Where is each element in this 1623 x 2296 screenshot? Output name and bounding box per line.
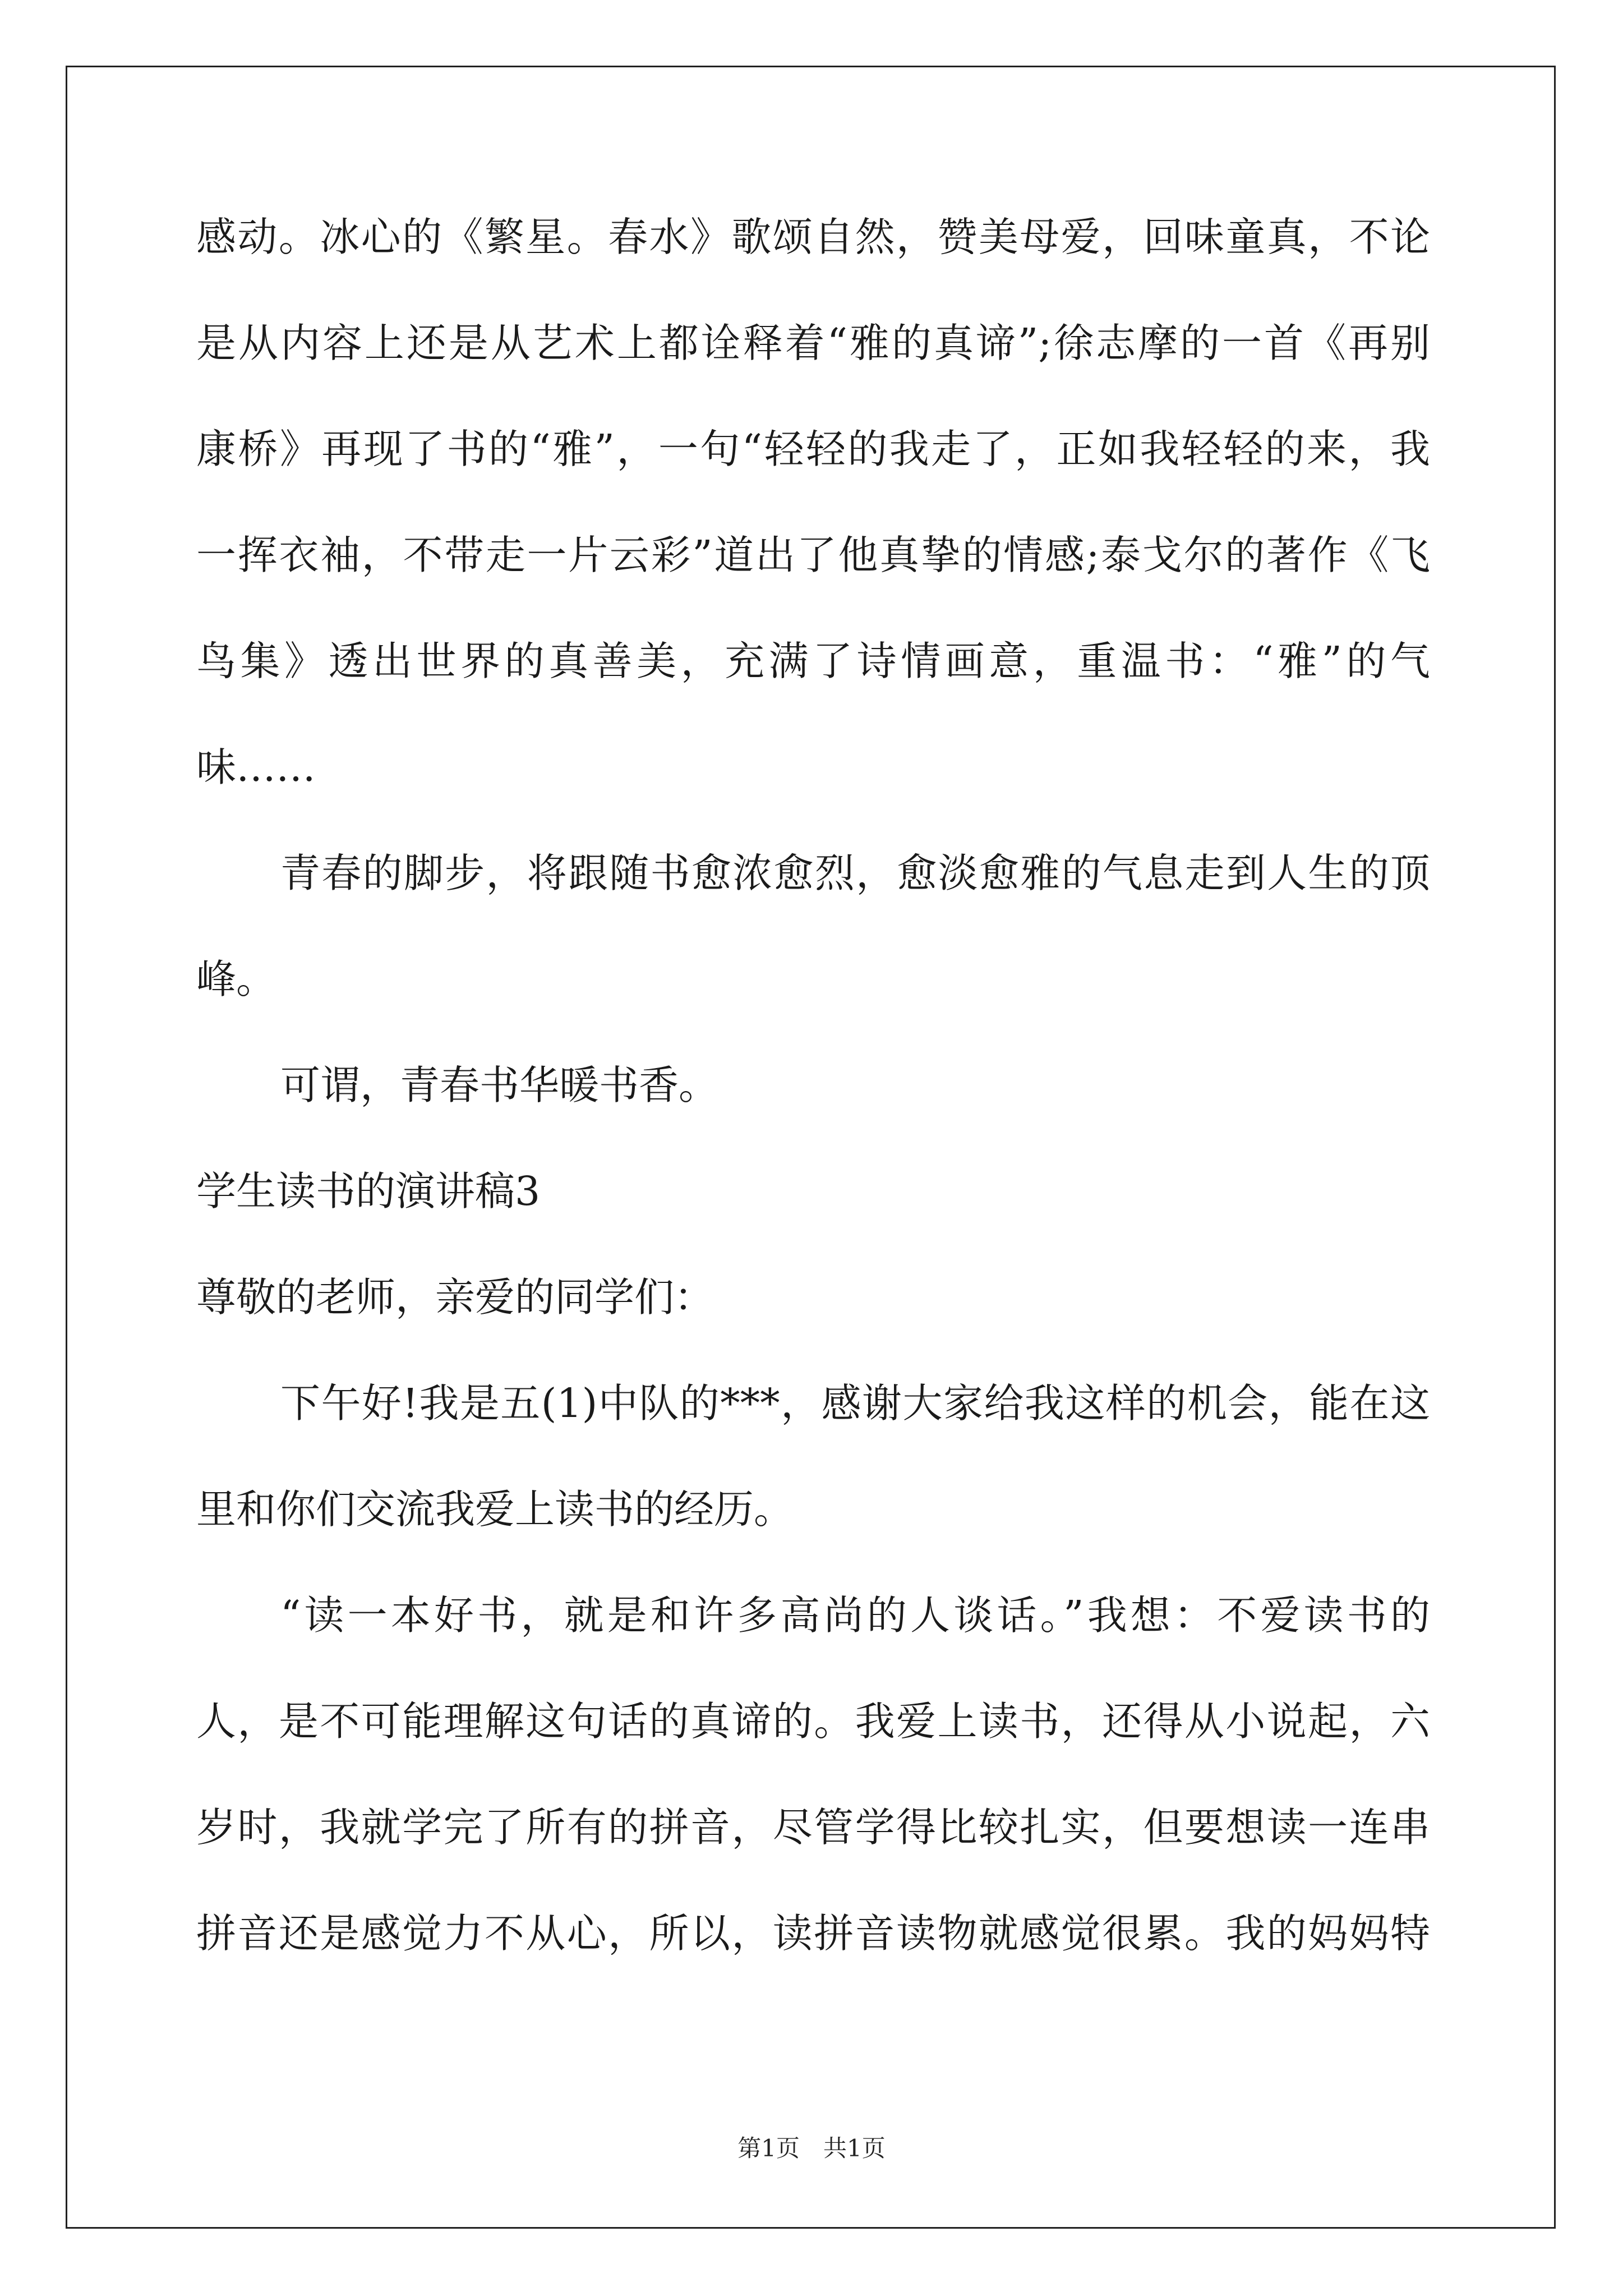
salutation: 尊敬的老师，亲爱的同学们：	[196, 1274, 714, 1320]
paragraph-first-line: 可谓，青春书华暖书香。	[280, 1062, 719, 1108]
text-line: 峰。	[196, 956, 276, 1002]
text-line: 岁时，我就学完了所有的拼音，尽管学得比较扎实，但要想读一连串	[196, 1804, 1430, 1851]
paragraph-first-line: 青春的脚步，将跟随书愈浓愈烈，愈淡愈雅的气息走到人生的顶	[280, 850, 1430, 896]
text-line: 康桥》再现了书的“雅”，一句“轻轻的我走了，正如我轻轻的来，我	[196, 426, 1430, 472]
paragraph-first-line: “读一本好书，就是和许多高尚的人谈话。”我想：不爱读书的	[280, 1592, 1430, 1639]
text-line: 是从内容上还是从艺术上都诠释着“雅的真谛”;徐志摩的一首《再别	[196, 320, 1430, 366]
text-line: 拼音还是感觉力不从心，所以，读拼音读物就感觉很累。我的妈妈特	[196, 1910, 1430, 1957]
text-line: 里和你们交流我爱上读书的经历。	[196, 1486, 794, 1533]
page-frame	[66, 66, 1556, 2229]
section-heading: 学生读书的演讲稿3	[196, 1168, 541, 1214]
paragraph-first-line: 下午好!我是五(1)中队的***，感谢大家给我这样的机会，能在这	[280, 1380, 1430, 1427]
text-line: 一挥衣袖，不带走一片云彩”道出了他真挚的情感;泰戈尔的著作《飞	[196, 532, 1430, 578]
text-line: 味……	[196, 744, 316, 790]
text-line: 人，是不可能理解这句话的真谛的。我爱上读书，还得从小说起，六	[196, 1698, 1430, 1745]
text-line: 感动。冰心的《繁星。春水》歌颂自然，赞美母爱，回味童真，不论	[196, 214, 1430, 260]
text-line: 鸟集》透出世界的真善美，充满了诗情画意，重温书：“雅”的气	[196, 638, 1430, 684]
page-footer: 第1页 共1页	[737, 2134, 886, 2162]
